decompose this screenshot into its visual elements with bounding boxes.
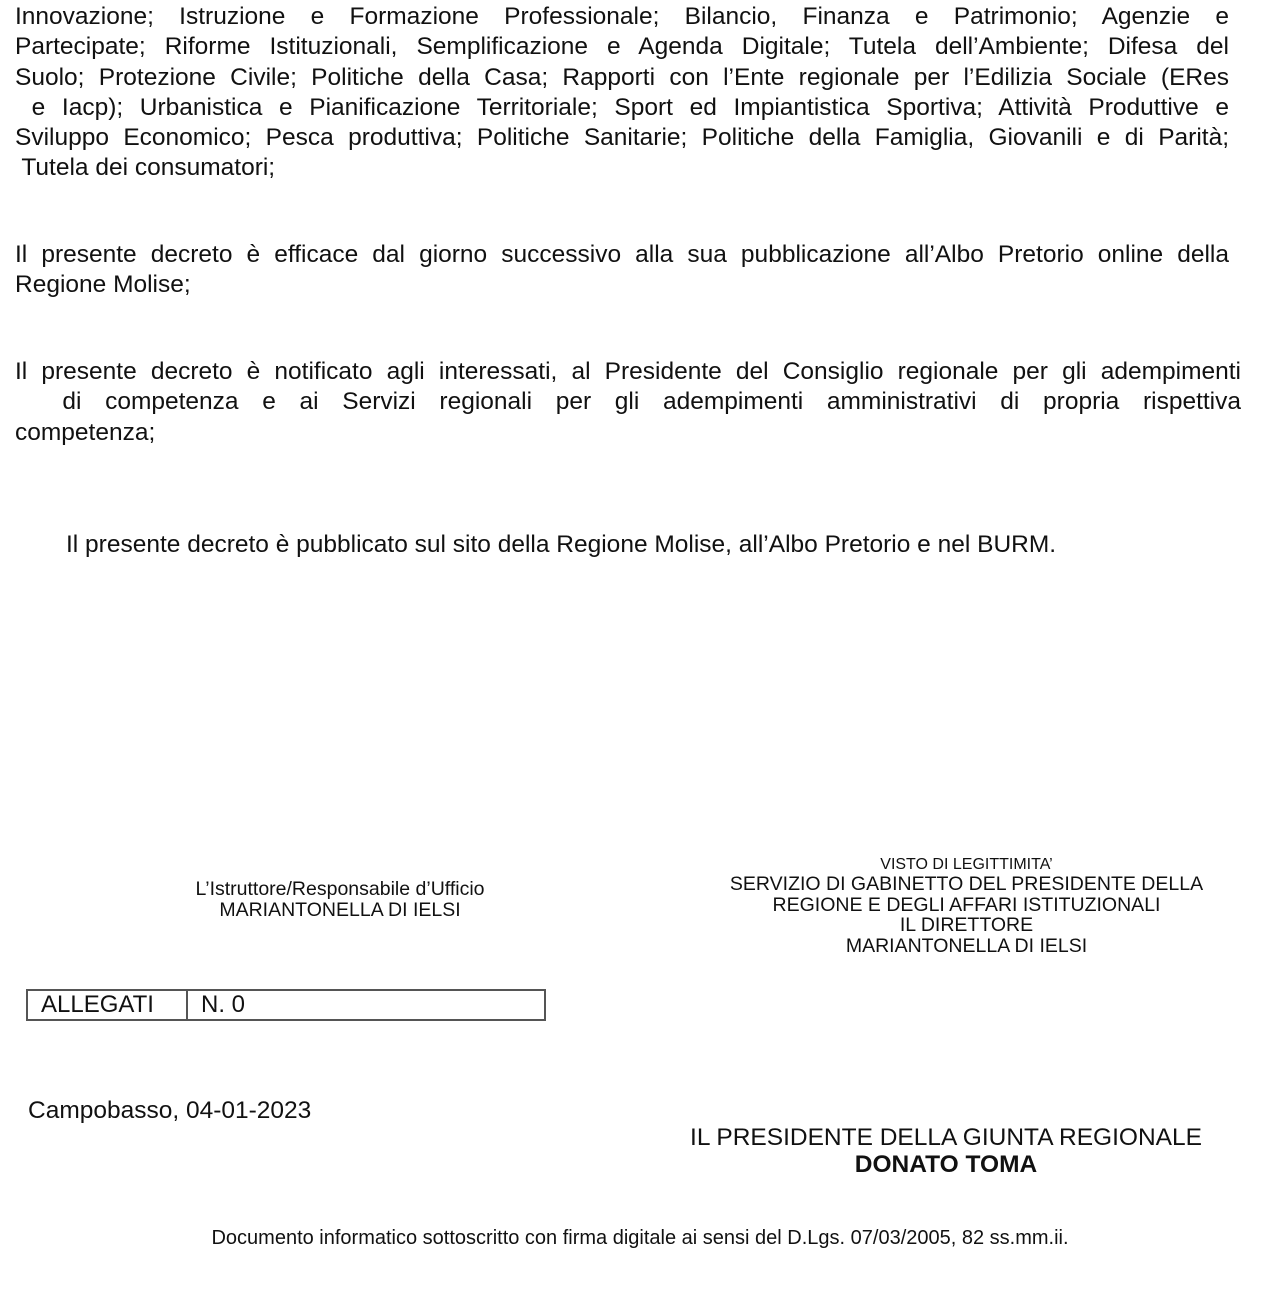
text-line: Il presente decreto è pubblicato sul sito della Regione Molise, all’Albo Pretorio e nel BURM. xyxy=(66,531,1057,558)
paragraph-notifica xyxy=(15,357,1241,448)
visto-director-name: MARIANTONELLA DI IELSI xyxy=(845,934,1088,957)
presidente-signature-block xyxy=(660,1124,1232,1178)
text-line: Il presente decreto è efficace dal giorno successivo alla sua pubblicazione all’Albo Pretorio online della xyxy=(15,241,1229,268)
text-line: Partecipate; Riforme Istituzionali, Semplificazione e Agenda Digitale; Tutela dell’Ambiente; Difesa del xyxy=(15,33,1229,61)
paragraph-ambiti-delega xyxy=(15,2,1229,184)
allegati-count: N. 0 xyxy=(201,991,246,1018)
text-line: Il presente decreto è notificato agli interessati, al Presidente del Consiglio regionale per gli adempimenti xyxy=(15,358,1241,385)
text-line: competenza; xyxy=(15,418,156,446)
visto-service-line: SERVIZIO DI GABINETTO DEL PRESIDENTE DELLA xyxy=(729,873,1204,895)
visto-director-title: IL DIRETTORE xyxy=(899,914,1034,936)
text-line: Innovazione; Istruzione e Formazione Professionale; Bilancio, Finanza e Patrimonio; Agenzie e xyxy=(15,3,1229,30)
paragraph-pubblicazione xyxy=(66,530,1246,560)
presidente-title: IL PRESIDENTE DELLA GIUNTA REGIONALE xyxy=(690,1124,1202,1151)
text-line: Tutela dei consumatori; xyxy=(15,154,276,182)
istruttore-signature-block xyxy=(140,879,540,920)
visto-heading: VISTO DI LEGITTIMITA’ xyxy=(880,856,1053,873)
text-line: e Iacp); Urbanistica e Pianificazione Territoriale; Sport ed Impiantistica Sportiva; Attività Produttive e xyxy=(15,93,1229,121)
text-line: di competenza e ai Servizi regionali per gli adempimenti amministrativi di propria rispettiva xyxy=(15,388,1241,416)
text-line: Regione Molise; xyxy=(15,271,191,299)
allegati-label: ALLEGATI xyxy=(28,991,188,1019)
place-date: Campobasso, 04-01-2023 xyxy=(28,1097,312,1124)
visto-legittimita-block xyxy=(700,856,1233,956)
text-line: Sviluppo Economico; Pesca produttiva; Politiche Sanitarie; Politiche della Famiglia, Giovanili e di Parità; xyxy=(15,124,1229,152)
visto-service-line: REGIONE E DEGLI AFFARI ISTITUZIONALI xyxy=(772,893,1161,916)
paragraph-efficacia xyxy=(15,240,1229,301)
digital-signature-note: Documento informatico sottoscritto con firma digitale ai sensi del D.Lgs. 07/03/2005, 82 ss.mm.ii. xyxy=(211,1227,1069,1249)
istruttore-name: MARIANTONELLA DI IELSI xyxy=(219,898,461,921)
istruttore-role: L’Istruttore/Responsabile d’Ufficio xyxy=(195,878,485,900)
allegati-table xyxy=(26,989,546,1021)
presidente-name: DONATO TOMA xyxy=(854,1151,1038,1178)
text-line: Suolo; Protezione Civile; Politiche della Casa; Rapporti con l’Ente regionale per l’Edilizia Sociale (ERes xyxy=(15,63,1229,91)
